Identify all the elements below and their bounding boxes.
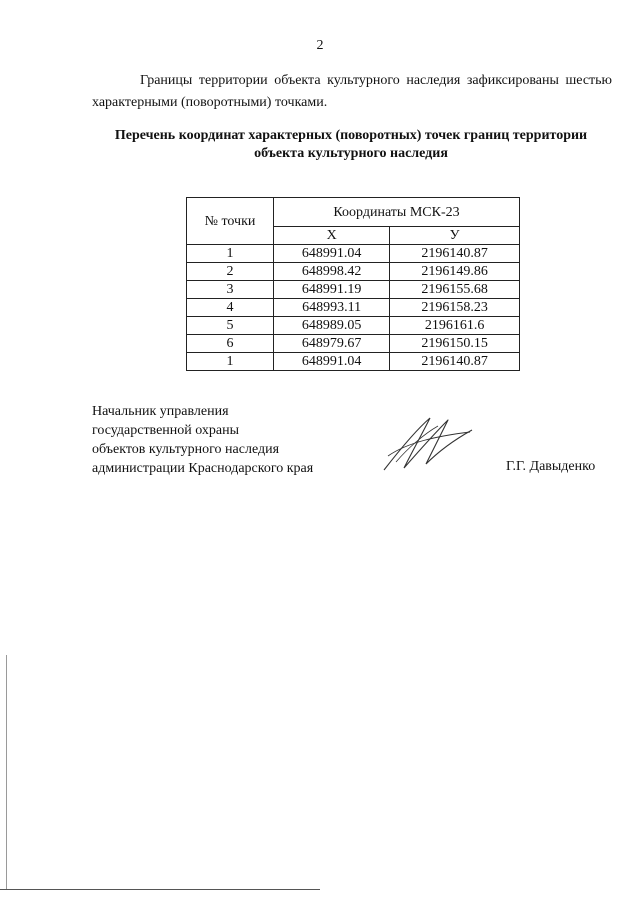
cell-x: 648998.42 xyxy=(274,263,390,281)
coordinates-table xyxy=(186,197,520,371)
cell-y: 2196158.23 xyxy=(390,299,520,317)
footer-rule xyxy=(0,889,320,890)
cell-x: 648979.67 xyxy=(274,335,390,353)
cell-x: 648993.11 xyxy=(274,299,390,317)
table-row xyxy=(187,245,520,263)
signatory-title-line-3: объектов культурного наследия xyxy=(92,442,280,457)
handwritten-signature xyxy=(378,412,476,474)
signatory-title xyxy=(92,402,313,478)
cell-point: 5 xyxy=(187,317,274,335)
heading-line-2: объекта культурного наследия xyxy=(254,146,448,161)
header-coordinates: Координаты МСК-23 xyxy=(274,198,520,227)
table-row xyxy=(187,335,520,353)
table-heading xyxy=(92,127,610,163)
signatory-title-line-4: администрации Краснодарского края xyxy=(92,461,314,476)
intro-paragraph: Границы территории объекта культурного наследия зафиксированы шестью характерными (поворотными) точками. xyxy=(92,73,612,110)
cell-point: 1 xyxy=(187,353,274,371)
cell-point: 6 xyxy=(187,335,274,353)
cell-y: 2196149.86 xyxy=(390,263,520,281)
cell-point: 3 xyxy=(187,281,274,299)
cell-x: 648991.04 xyxy=(274,353,390,371)
cell-y: 2196140.87 xyxy=(390,245,520,263)
table-row xyxy=(187,317,520,335)
header-y: У xyxy=(390,227,520,245)
cell-y: 2196155.68 xyxy=(390,281,520,299)
table-row xyxy=(187,263,520,281)
cell-y: 2196140.87 xyxy=(390,353,520,371)
page-number: 2 xyxy=(316,38,324,53)
header-x: Х xyxy=(274,227,390,245)
cell-point: 4 xyxy=(187,299,274,317)
cell-x: 648991.04 xyxy=(274,245,390,263)
signatory-title-line-2: государственной охраны xyxy=(92,423,240,438)
cell-x: 648989.05 xyxy=(274,317,390,335)
heading-line-1: Перечень координат характерных (поворотных) точек границ территории xyxy=(114,128,588,143)
cell-y: 2196150.15 xyxy=(390,335,520,353)
cell-point: 2 xyxy=(187,263,274,281)
signatory-title-line-1: Начальник управления xyxy=(92,404,229,419)
cell-point: 1 xyxy=(187,245,274,263)
signatory-name: Г.Г. Давыденко xyxy=(506,459,596,474)
header-point-number: № точки xyxy=(187,198,274,245)
cell-x: 648991.19 xyxy=(274,281,390,299)
table-row xyxy=(187,281,520,299)
scan-margin-line xyxy=(6,655,7,890)
table-row xyxy=(187,299,520,317)
cell-y: 2196161.6 xyxy=(390,317,520,335)
table-row xyxy=(187,353,520,371)
